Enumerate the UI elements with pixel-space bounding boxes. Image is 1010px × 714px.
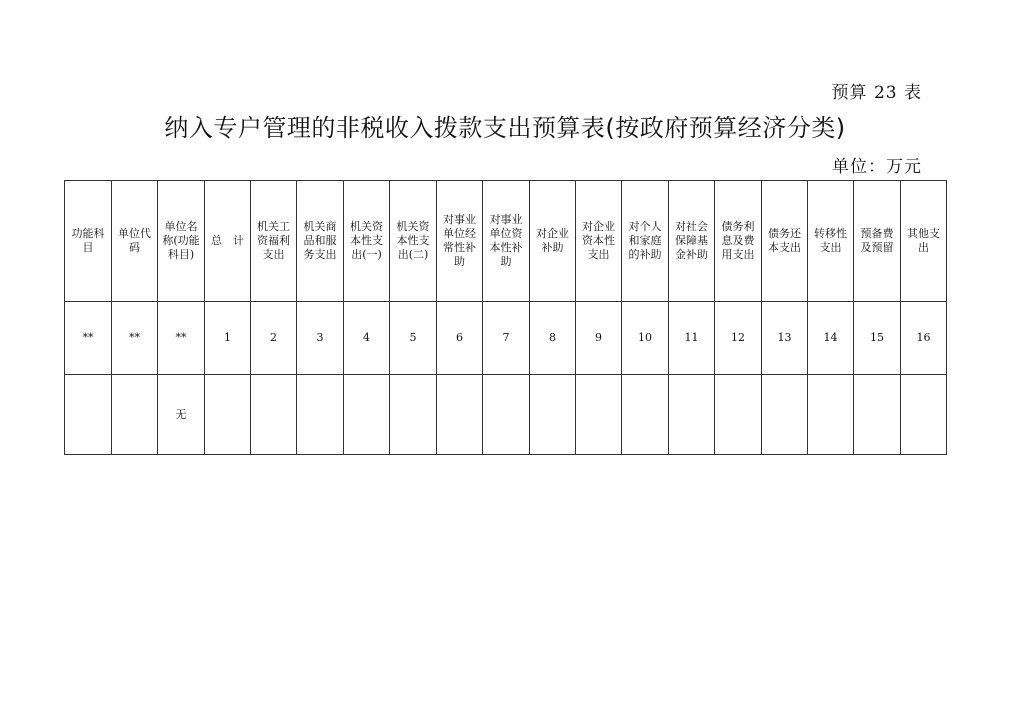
- column-number: 4: [344, 302, 390, 375]
- column-number: 11: [669, 302, 715, 375]
- table-cell: [297, 375, 344, 455]
- table-cell: [576, 375, 622, 455]
- column-header: 其他支出: [901, 181, 947, 302]
- table-cell: [530, 375, 576, 455]
- column-header: 对企业资本性支出: [576, 181, 622, 302]
- column-number: 15: [854, 302, 901, 375]
- column-header: 机关资本性支出(二): [390, 181, 437, 302]
- column-header: 对事业单位经常性补助: [437, 181, 483, 302]
- column-number: 5: [390, 302, 437, 375]
- budget-table: [64, 180, 947, 455]
- header-row: [65, 181, 947, 302]
- column-header: 单位代码: [112, 181, 158, 302]
- column-number: **: [158, 302, 205, 375]
- table-row: [65, 375, 947, 455]
- table-cell: [854, 375, 901, 455]
- table-cell: [622, 375, 669, 455]
- table-cell: [251, 375, 297, 455]
- unit-label: 单位：万元: [832, 157, 922, 177]
- table-cell: [112, 375, 158, 455]
- column-header: 对事业单位资本性补助: [483, 181, 530, 302]
- column-number: 3: [297, 302, 344, 375]
- table-cell: [715, 375, 762, 455]
- column-number: 7: [483, 302, 530, 375]
- column-number: 13: [762, 302, 808, 375]
- table-cell: [762, 375, 808, 455]
- column-number: **: [65, 302, 112, 375]
- column-number: **: [112, 302, 158, 375]
- column-number: 8: [530, 302, 576, 375]
- table-cell: [901, 375, 947, 455]
- column-header: 机关工资福利支出: [251, 181, 297, 302]
- page-title: 纳入专户管理的非税收入拨款支出预算表(按政府预算经济分类): [164, 114, 846, 142]
- column-header: 机关资本性支出(一): [344, 181, 390, 302]
- table-cell: [205, 375, 251, 455]
- column-number: 10: [622, 302, 669, 375]
- column-number: 1: [205, 302, 251, 375]
- column-header: 预备费及预留: [854, 181, 901, 302]
- table-cell: [65, 375, 112, 455]
- column-header: 单位名称(功能科目): [158, 181, 205, 302]
- column-header: 总 计: [205, 181, 251, 302]
- column-header: 机关商品和服务支出: [297, 181, 344, 302]
- column-header: 债务还本支出: [762, 181, 808, 302]
- column-number: 12: [715, 302, 762, 375]
- column-header: 债务利息及费用支出: [715, 181, 762, 302]
- table-cell: [483, 375, 530, 455]
- column-header: 转移性支出: [808, 181, 854, 302]
- table-cell: [808, 375, 854, 455]
- column-header: 对企业补助: [530, 181, 576, 302]
- column-number: 14: [808, 302, 854, 375]
- column-number-row: [65, 302, 947, 375]
- column-number: 6: [437, 302, 483, 375]
- table-cell: [669, 375, 715, 455]
- form-number: 预算 23 表: [831, 83, 922, 103]
- column-header: 对个人和家庭的补助: [622, 181, 669, 302]
- column-number: 2: [251, 302, 297, 375]
- table-cell: [437, 375, 483, 455]
- table-cell: [390, 375, 437, 455]
- column-number: 16: [901, 302, 947, 375]
- column-header: 对社会保障基金补助: [669, 181, 715, 302]
- column-number: 9: [576, 302, 622, 375]
- column-header: 功能科目: [65, 181, 112, 302]
- table-cell: [344, 375, 390, 455]
- table-cell: 无: [158, 375, 205, 455]
